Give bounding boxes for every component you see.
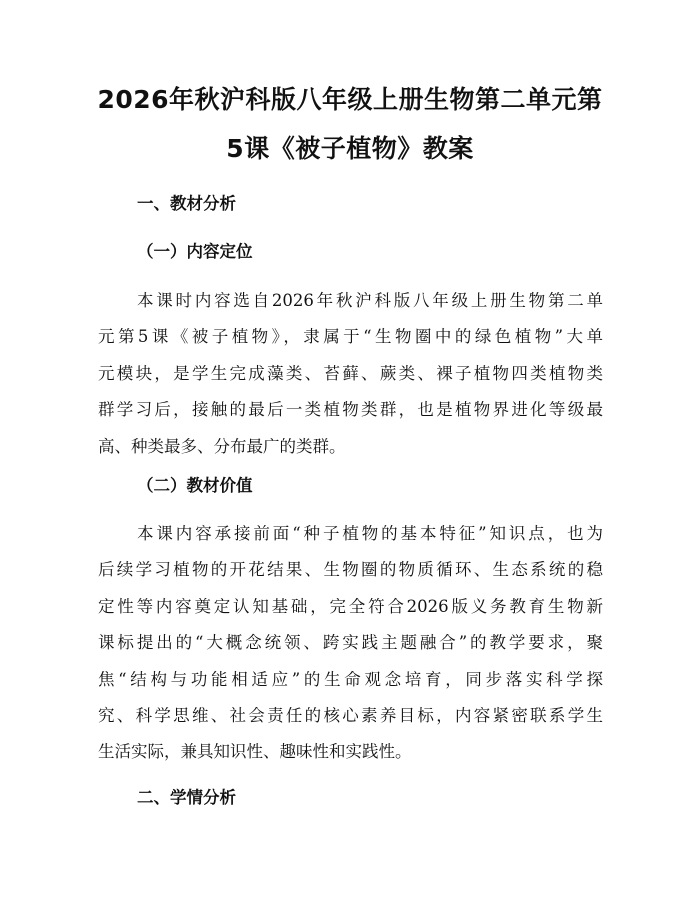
paragraph-line: 焦“结构与功能相适应”的生命观念培育，同步落实科学探 xyxy=(98,669,603,689)
paragraph-line: 元模块，是学生完成藻类、苔藓、蕨类、裸子植物四类植物类 xyxy=(98,363,603,383)
paragraph-line: 生活实际，兼具知识性、趣味性和实践性。 xyxy=(98,742,412,762)
document-title-line-2: 5课《被子植物》教案 xyxy=(226,134,474,163)
subsection-heading-material-value: （二）教材价值 xyxy=(137,476,253,495)
paragraph-line: 高、种类最多、分布最广的类群。 xyxy=(98,436,346,456)
paragraph-line: 元第5课《被子植物》，隶属于“生物圈中的绿色植物”大单 xyxy=(98,327,603,347)
paragraph-line: 究、科学思维、社会责任的核心素养目标，内容紧密联系学生 xyxy=(98,706,603,726)
section-heading-teaching-material-analysis: 一、教材分析 xyxy=(137,194,236,213)
paragraph-content-positioning xyxy=(98,283,603,465)
paragraph-line: 定性等内容奠定认知基础，完全符合2026版义务教育生物新 xyxy=(98,596,603,616)
subsection-heading-content-positioning: （一）内容定位 xyxy=(137,242,253,261)
paragraph-line: 本课内容承接前面“种子植物的基本特征”知识点，也为 xyxy=(137,524,603,543)
paragraph-line: 群学习后，接触的最后一类植物类群，也是植物界进化等级最 xyxy=(98,400,603,420)
document-title-line-1: 2026年秋沪科版八年级上册生物第二单元第 xyxy=(97,85,603,114)
paragraph-line: 后续学习植物的开花结果、生物圈的物质循环、生态系统的稳 xyxy=(98,560,603,580)
paragraph-line: 本课时内容选自2026年秋沪科版八年级上册生物第二单 xyxy=(137,291,603,310)
section-heading-learner-analysis: 二、学情分析 xyxy=(137,788,236,807)
paragraph-line: 课标提出的“大概念统领、跨实践主题融合”的教学要求，聚 xyxy=(98,633,603,653)
paragraph-material-value xyxy=(98,516,603,771)
